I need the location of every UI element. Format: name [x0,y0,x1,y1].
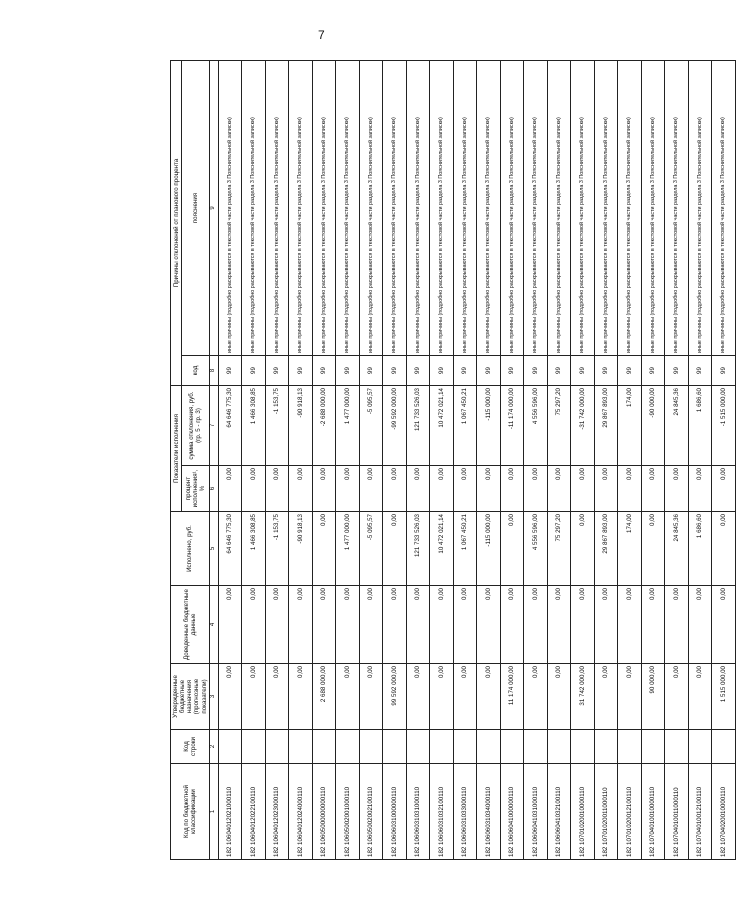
percent-cell: 0,00 [359,466,383,512]
percent-cell: 0,00 [524,466,548,512]
deviation-cell: 10 472 021,14 [430,386,454,466]
executed-cell: 75 297,20 [547,512,571,586]
brought-cell: 0,00 [665,586,689,664]
percent-cell: 0,00 [242,466,266,512]
reason-code-cell: 99 [453,356,477,386]
kbk-cell: 182 10605002001000110 [336,764,360,860]
reason-code-cell: 99 [571,356,595,386]
kbk-cell: 182 10701020012100110 [618,764,642,860]
reason-code-cell: 99 [218,356,242,386]
row-code-cell [594,730,618,764]
reason-cell: иные причины (подробно раскрываются в текстовой части раздела 3 Пояснительной записки) [312,61,336,356]
index-cell: 2 [209,730,218,764]
executed-cell: 1 466 308,85 [242,512,266,586]
header-index-row [209,61,218,860]
kbk-cell: 182 10606041031000110 [524,764,548,860]
executed-cell: 1 686,60 [688,512,712,586]
page-number: 7 [318,28,325,42]
index-cell: 8 [209,356,218,386]
row-code-cell [336,730,360,764]
reason-code-cell: 99 [641,356,665,386]
row-code-cell [218,730,242,764]
row-code-cell [665,730,689,764]
reason-cell: иные причины (подробно раскрываются в текстовой части раздела 3 Пояснительной записки) [383,61,407,356]
reason-code-cell: 99 [242,356,266,386]
index-cell: 9 [209,61,218,356]
approved-cell: 0,00 [289,664,313,730]
kbk-cell: 182 10605000000000110 [312,764,336,860]
brought-cell: 0,00 [618,586,642,664]
approved-cell: 2 688 000,00 [312,664,336,730]
deviation-cell: 24 845,36 [665,386,689,466]
kbk-cell: 182 10606031033000110 [453,764,477,860]
reason-cell: иные причины (подробно раскрываются в текстовой части раздела 3 Пояснительной записки) [430,61,454,356]
row-code-cell [312,730,336,764]
approved-cell: 0,00 [359,664,383,730]
reason-code-cell: 99 [359,356,383,386]
table-row [453,61,477,860]
kbk-cell: 182 10704010010000110 [641,764,665,860]
table-row [430,61,454,860]
executed-cell: 0,00 [712,512,736,586]
kbk-cell: 182 10606031034000110 [477,764,501,860]
reason-code-cell: 99 [712,356,736,386]
executed-cell: 121 733 526,03 [406,512,430,586]
table-row [641,61,665,860]
header-reason-code: код [182,356,209,386]
table-row [336,61,360,860]
deviation-cell: 1 686,60 [688,386,712,466]
index-cell: 4 [209,586,218,664]
header-deviation: сумма отклонения, руб. (гр. 5 - гр. 3) [182,386,209,466]
deviation-cell: -115 000,00 [477,386,501,466]
executed-cell: 0,00 [500,512,524,586]
row-code-cell [524,730,548,764]
reason-code-cell: 99 [430,356,454,386]
budget-execution-table [170,60,736,860]
deviation-cell: 64 646 775,30 [218,386,242,466]
percent-cell: 0,00 [265,466,289,512]
brought-cell: 0,00 [688,586,712,664]
reason-cell: иные причины (подробно раскрываются в текстовой части раздела 3 Пояснительной записки) [712,61,736,356]
approved-cell: 0,00 [524,664,548,730]
reason-cell: иные причины (подробно раскрываются в текстовой части раздела 3 Пояснительной записки) [265,61,289,356]
index-cell: 5 [209,512,218,586]
approved-cell: 90 000,00 [641,664,665,730]
approved-cell: 0,00 [242,664,266,730]
brought-cell: 0,00 [406,586,430,664]
executed-cell: 174,00 [618,512,642,586]
approved-cell: 0,00 [406,664,430,730]
row-code-cell [500,730,524,764]
percent-cell: 0,00 [712,466,736,512]
kbk-cell: 182 10704010012100110 [688,764,712,860]
approved-cell: 99 592 000,00 [383,664,407,730]
reason-cell: иные причины (подробно раскрываются в текстовой части раздела 3 Пояснительной записки) [641,61,665,356]
percent-cell: 0,00 [665,466,689,512]
reason-cell: иные причины (подробно раскрываются в текстовой части раздела 3 Пояснительной записки) [242,61,266,356]
row-code-cell [547,730,571,764]
table-row [265,61,289,860]
reason-code-cell: 99 [618,356,642,386]
table-row [406,61,430,860]
deviation-cell: -2 688 000,00 [312,386,336,466]
kbk-cell: 182 10604012022100110 [242,764,266,860]
reason-cell: иные причины (подробно раскрываются в текстовой части раздела 3 Пояснительной записки) [594,61,618,356]
table-row [665,61,689,860]
kbk-cell: 182 10604012021000110 [218,764,242,860]
executed-cell: 1 477 000,00 [336,512,360,586]
approved-cell: 31 742 000,00 [571,664,595,730]
kbk-cell: 182 10606041032100110 [547,764,571,860]
kbk-cell: 182 10704010011000110 [665,764,689,860]
header-executed: Исполнено, руб. [171,512,210,586]
percent-cell: 0,00 [571,466,595,512]
approved-cell: 0,00 [594,664,618,730]
executed-cell: -1 153,75 [265,512,289,586]
table-row [359,61,383,860]
row-code-cell [383,730,407,764]
percent-cell: 0,00 [453,466,477,512]
brought-cell: 0,00 [571,586,595,664]
reason-cell: иные причины (подробно раскрываются в текстовой части раздела 3 Пояснительной записки) [359,61,383,356]
approved-cell: 0,00 [336,664,360,730]
percent-cell: 0,00 [477,466,501,512]
header-approved: Утвержденные бюджетные назначения (прогнозные показатели) [171,664,210,730]
reason-code-cell: 99 [383,356,407,386]
executed-cell: 0,00 [571,512,595,586]
index-cell: 3 [209,664,218,730]
reason-cell: иные причины (подробно раскрываются в текстовой части раздела 3 Пояснительной записки) [218,61,242,356]
approved-cell: 0,00 [688,664,712,730]
row-code-cell [712,730,736,764]
kbk-cell: 182 10701020010000110 [571,764,595,860]
kbk-cell: 182 10605002002100110 [359,764,383,860]
table-row [218,61,242,860]
deviation-cell: -99 592 000,00 [383,386,407,466]
brought-cell: 0,00 [359,586,383,664]
reason-cell: иные причины (подробно раскрываются в текстовой части раздела 3 Пояснительной записки) [406,61,430,356]
brought-cell: 0,00 [312,586,336,664]
percent-cell: 0,00 [289,466,313,512]
brought-cell: 0,00 [289,586,313,664]
percent-cell: 0,00 [218,466,242,512]
percent-cell: 0,00 [547,466,571,512]
deviation-cell: 121 733 526,03 [406,386,430,466]
approved-cell: 1 515 000,00 [712,664,736,730]
percent-cell: 0,00 [641,466,665,512]
table-row [594,61,618,860]
table-row [571,61,595,860]
table-row [618,61,642,860]
reason-code-cell: 99 [289,356,313,386]
brought-cell: 0,00 [218,586,242,664]
table-row [242,61,266,860]
executed-cell: -115 000,00 [477,512,501,586]
executed-cell: 29 867 893,00 [594,512,618,586]
table-row [477,61,501,860]
header-reason-expl: пояснения [182,61,209,356]
row-code-cell [406,730,430,764]
deviation-cell: 174,00 [618,386,642,466]
kbk-cell: 182 10704020010000110 [712,764,736,860]
kbk-cell: 182 10701020011000110 [594,764,618,860]
approved-cell: 0,00 [665,664,689,730]
deviation-cell: -5 095,57 [359,386,383,466]
brought-cell: 0,00 [524,586,548,664]
reason-code-cell: 99 [665,356,689,386]
approved-cell: 0,00 [218,664,242,730]
executed-cell: -5 095,57 [359,512,383,586]
header-row-code: Код строки [171,730,210,764]
row-code-cell [477,730,501,764]
deviation-cell: -1 153,75 [265,386,289,466]
executed-cell: 0,00 [641,512,665,586]
percent-cell: 0,00 [336,466,360,512]
percent-cell: 0,00 [383,466,407,512]
executed-cell: 0,00 [383,512,407,586]
row-code-cell [430,730,454,764]
kbk-cell: 182 10606031032100110 [430,764,454,860]
percent-cell: 0,00 [312,466,336,512]
reason-cell: иные причины (подробно раскрываются в текстовой части раздела 3 Пояснительной записки) [665,61,689,356]
brought-cell: 0,00 [594,586,618,664]
table-row [524,61,548,860]
deviation-cell: -1 515 000,00 [712,386,736,466]
executed-cell: 4 556 596,00 [524,512,548,586]
reason-code-cell: 99 [500,356,524,386]
reason-cell: иные причины (подробно раскрываются в текстовой части раздела 3 Пояснительной записки) [453,61,477,356]
reason-code-cell: 99 [688,356,712,386]
reason-cell: иные причины (подробно раскрываются в текстовой части раздела 3 Пояснительной записки) [336,61,360,356]
reason-code-cell: 99 [406,356,430,386]
brought-cell: 0,00 [242,586,266,664]
row-code-cell [453,730,477,764]
executed-cell: 0,00 [312,512,336,586]
index-cell: 1 [209,764,218,860]
brought-cell: 0,00 [336,586,360,664]
deviation-cell: 75 297,20 [547,386,571,466]
percent-cell: 0,00 [594,466,618,512]
reason-cell: иные причины (подробно раскрываются в текстовой части раздела 3 Пояснительной записки) [289,61,313,356]
executed-cell: -90 918,13 [289,512,313,586]
reason-code-cell: 99 [547,356,571,386]
reason-code-cell: 99 [594,356,618,386]
deviation-cell: 1 466 308,85 [242,386,266,466]
reason-cell: иные причины (подробно раскрываются в текстовой части раздела 3 Пояснительной записки) [688,61,712,356]
reason-code-cell: 99 [524,356,548,386]
percent-cell: 0,00 [618,466,642,512]
header-kbk: Код по бюджетной классификации [171,764,210,860]
deviation-cell: -11 174 000,00 [500,386,524,466]
percent-cell: 0,00 [500,466,524,512]
brought-cell: 0,00 [430,586,454,664]
reason-cell: иные причины (подробно раскрываются в текстовой части раздела 3 Пояснительной записки) [524,61,548,356]
deviation-cell: 1 477 000,00 [336,386,360,466]
kbk-cell: 182 10606031000000110 [383,764,407,860]
index-cell: 6 [209,466,218,512]
brought-cell: 0,00 [712,586,736,664]
brought-cell: 0,00 [500,586,524,664]
row-code-cell [571,730,595,764]
table-body [218,61,735,860]
header-brought: Доведенные бюджетные данные [171,586,210,664]
brought-cell: 0,00 [453,586,477,664]
brought-cell: 0,00 [383,586,407,664]
kbk-cell: 182 10604012024000110 [289,764,313,860]
reason-code-cell: 99 [312,356,336,386]
approved-cell: 0,00 [477,664,501,730]
approved-cell: 0,00 [265,664,289,730]
executed-cell: 1 067 450,21 [453,512,477,586]
table-row [289,61,313,860]
brought-cell: 0,00 [641,586,665,664]
reason-cell: иные причины (подробно раскрываются в текстовой части раздела 3 Пояснительной записки) [618,61,642,356]
reason-cell: иные причины (подробно раскрываются в текстовой части раздела 3 Пояснительной записки) [500,61,524,356]
header-indicators-group: Показатели исполнения [171,386,182,512]
row-code-cell [265,730,289,764]
reason-code-cell: 99 [265,356,289,386]
deviation-cell: 1 067 450,21 [453,386,477,466]
table-row [500,61,524,860]
approved-cell: 0,00 [453,664,477,730]
percent-cell: 0,00 [688,466,712,512]
reason-cell: иные причины (подробно раскрываются в текстовой части раздела 3 Пояснительной записки) [571,61,595,356]
approved-cell: 11 174 000,00 [500,664,524,730]
executed-cell: 10 472 021,14 [430,512,454,586]
row-code-cell [242,730,266,764]
brought-cell: 0,00 [477,586,501,664]
row-code-cell [688,730,712,764]
row-code-cell [618,730,642,764]
table-row [312,61,336,860]
deviation-cell: 29 867 893,00 [594,386,618,466]
table-row [383,61,407,860]
percent-cell: 0,00 [406,466,430,512]
approved-cell: 0,00 [430,664,454,730]
reason-cell: иные причины (подробно раскрываются в текстовой части раздела 3 Пояснительной записки) [477,61,501,356]
index-cell: 7 [209,386,218,466]
brought-cell: 0,00 [265,586,289,664]
reason-cell: иные причины (подробно раскрываются в текстовой части раздела 3 Пояснительной записки) [547,61,571,356]
kbk-cell: 182 10604012023000110 [265,764,289,860]
deviation-cell: -90 000,00 [641,386,665,466]
approved-cell: 0,00 [547,664,571,730]
kbk-cell: 182 10606041000000110 [500,764,524,860]
header-row-1 [171,61,182,860]
kbk-cell: 182 10606031031000110 [406,764,430,860]
deviation-cell: 4 556 596,00 [524,386,548,466]
approved-cell: 0,00 [618,664,642,730]
reason-code-cell: 99 [336,356,360,386]
deviation-cell: -31 742 000,00 [571,386,595,466]
percent-cell: 0,00 [430,466,454,512]
row-code-cell [641,730,665,764]
executed-cell: 64 646 775,30 [218,512,242,586]
header-reasons-group: Причины отклонений от планового процента [171,61,182,386]
table-row [712,61,736,860]
executed-cell: 24 845,36 [665,512,689,586]
row-code-cell [359,730,383,764]
row-code-cell [289,730,313,764]
table-row [547,61,571,860]
header-percent: процент исполнения¹, % [182,466,209,512]
reason-code-cell: 99 [477,356,501,386]
table-row [688,61,712,860]
report-table-rotated [170,60,727,860]
deviation-cell: -90 918,13 [289,386,313,466]
brought-cell: 0,00 [547,586,571,664]
